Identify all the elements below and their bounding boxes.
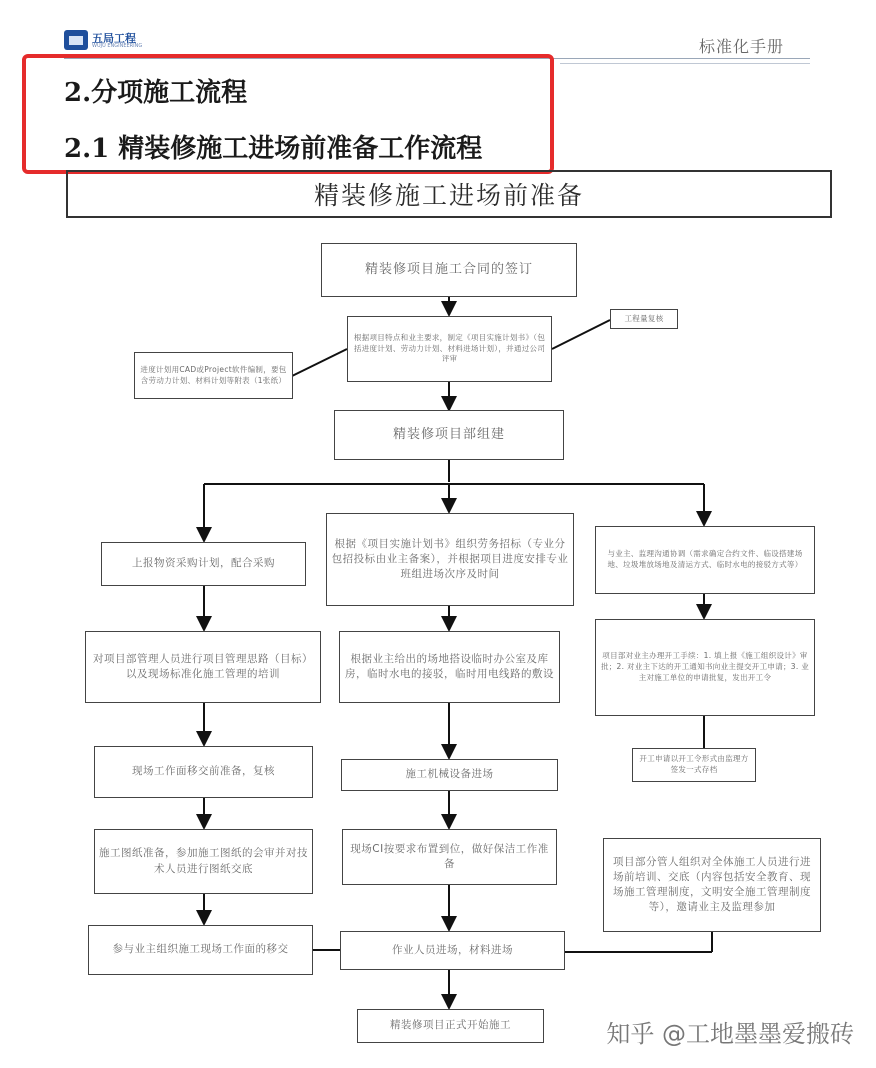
node-commencement-procedures: 项目部对业主办理开工手续：1. 填上报《施工组织设计》审批；2. 对业主下达的开工通知书向业主提交开工申请；3. 业主对施工单位的申请批复，发出开工令	[595, 619, 815, 716]
subsection-heading: 2.1 精装修施工进场前准备工作流程	[64, 134, 483, 164]
node-labor-tender: 根据《项目实施计划书》组织劳务招标（专业分包招投标由业主备案），并根据项目进度安排专业班组进场次序及时间	[326, 513, 574, 606]
logo-subtext: WUJU ENGINEERING	[92, 43, 143, 49]
node-drawing-review: 施工图纸准备，参加施工图纸的会审并对技术人员进行图纸交底	[94, 829, 313, 894]
node-schedule-note: 进度计划用CAD或Project软件编制，要包含劳动力计划、材料计划等附表（1张纸）	[134, 352, 293, 399]
node-staff-training: 对项目部管理人员进行项目管理思路（目标）以及现场标准化施工管理的培训	[85, 631, 321, 703]
logo-text: 五局工程	[92, 32, 136, 45]
watermark: 知乎 @工地墨墨爱搬砖	[606, 1020, 854, 1048]
node-temporary-facilities: 根据业主给出的场地搭设临时办公室及库房，临时水电的接驳，临时用电线路的敷设	[339, 631, 560, 703]
node-handover-participation: 参与业主组织施工现场工作面的移交	[88, 925, 313, 975]
node-contract-signing: 精装修项目施工合同的签订	[321, 243, 577, 297]
node-construction-start: 精装修项目正式开始施工	[357, 1009, 544, 1043]
node-quantity-review: 工程量复核	[610, 309, 678, 329]
node-worker-training: 项目部分管人组织对全体施工人员进行进场前培训、交底（内容包括安全教育、现场施工管理制度，文明安全施工管理制度等），邀请业主及监理参加	[603, 838, 821, 932]
node-material-purchase: 上报物资采购计划，配合采购	[101, 542, 306, 586]
node-project-team: 精装修项目部组建	[334, 410, 564, 460]
flowchart-title: 精装修施工进场前准备	[66, 170, 832, 218]
node-implementation-plan: 根据项目特点和业主要求，制定《项目实施计划书》（包括进度计划、劳动力计划、材料进场计划），并通过公司评审	[347, 316, 552, 382]
manual-title: 标准化手册	[698, 37, 784, 56]
node-machinery-entry: 施工机械设备进场	[341, 759, 558, 791]
node-workers-materials-entry: 作业人员进场，材料进场	[340, 931, 565, 970]
node-commencement-note: 开工申请以开工令形式由监理方签发一式存档	[632, 748, 756, 782]
node-ci-layout: 现场CI按要求布置到位，做好保洁工作准备	[342, 829, 557, 885]
section-heading: 2.分项施工流程	[64, 78, 248, 108]
node-work-surface-handover-prep: 现场工作面移交前准备，复核	[94, 746, 313, 798]
node-owner-coordination: 与业主、监理沟通协调（需求确定合约文件、临设搭建场地、垃圾堆放场地及清运方式、临时水电的接驳方式等）	[595, 526, 815, 594]
